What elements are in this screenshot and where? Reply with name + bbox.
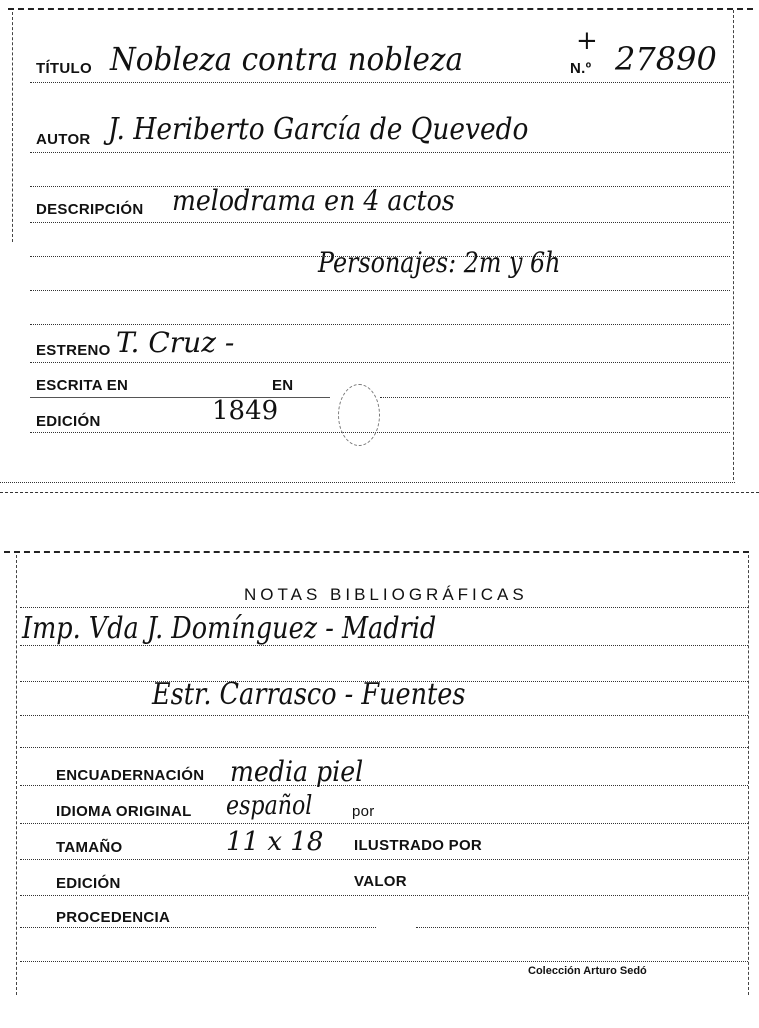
encuadernacion-rule [20, 785, 748, 786]
valor-label: VALOR [354, 873, 407, 890]
por-label: por [352, 803, 375, 820]
card-bottom-edge [0, 482, 735, 483]
en-label: EN [272, 377, 294, 394]
encuadernacion-value: media piel [230, 755, 364, 788]
blank-rule-2 [30, 256, 730, 257]
edicion-back-label: EDICIÓN [56, 875, 121, 892]
titulo-rule [30, 82, 730, 83]
bottom-rule [20, 961, 748, 962]
descripcion-value: melodrama en 4 actos [172, 184, 455, 217]
autor-rule [30, 152, 730, 153]
punch-hole-mark [338, 384, 380, 446]
coleccion-credit: Colección Arturo Sedó [528, 965, 647, 977]
idioma-value: español [226, 791, 313, 821]
procedencia-rule [20, 927, 376, 928]
notes-rule-1 [20, 645, 748, 646]
idioma-label: IDIOMA ORIGINAL [56, 803, 192, 820]
procedencia-rule-right [416, 927, 748, 928]
blank-rule-3 [30, 324, 730, 325]
titulo-label: TÍTULO [36, 60, 92, 77]
autor-value: J. Heriberto García de Quevedo [108, 112, 529, 147]
edicion-value: 1849 [212, 396, 279, 426]
procedencia-label: PROCEDENCIA [56, 909, 171, 926]
descripcion-label: DESCRIPCIÓN [36, 201, 144, 218]
catalog-card-front [0, 0, 759, 500]
card-top-edge [8, 8, 753, 10]
edicion-back-rule [20, 895, 748, 896]
ilustrado-label: ILUSTRADO POR [354, 837, 483, 854]
edicion-label: EDICIÓN [36, 413, 101, 430]
escrita-en-label: ESCRITA EN [36, 377, 129, 394]
encuadernacion-label: ENCUADERNACIÓN [56, 767, 205, 784]
titulo-value: Nobleza contra nobleza [110, 40, 464, 78]
estreno-value: T. Cruz - [116, 326, 235, 359]
edicion-rule [30, 432, 730, 433]
en-rule [380, 397, 730, 398]
numero-mark: + [576, 26, 598, 56]
tamano-rule [20, 859, 748, 860]
notes-rule-4 [20, 747, 748, 748]
notes-rule-3 [20, 715, 748, 716]
escrita-en-rule [30, 397, 330, 398]
back-right-edge [748, 555, 749, 995]
catalog-card-back [0, 545, 759, 1015]
notas-heading: NOTAS BIBLIOGRÁFICAS [244, 585, 528, 604]
autor-label: AUTOR [36, 131, 91, 148]
numero-value: 27890 [615, 40, 717, 78]
tamano-value: 11 x 18 [226, 827, 324, 857]
estreno-rule [30, 362, 730, 363]
card-right-edge [733, 10, 734, 480]
card-left-edge [12, 12, 13, 242]
personajes-rule [30, 290, 730, 291]
notes-line-1: Imp. Vda J. Domínguez - Madrid [22, 611, 437, 646]
tamano-label: TAMAÑO [56, 839, 123, 856]
separator [0, 492, 759, 493]
estreno-label: ESTRENO [36, 342, 111, 359]
notes-line-2: Estr. Carrasco - Fuentes [152, 677, 466, 712]
numero-label: N.º [570, 60, 592, 77]
personajes-value: Personajes: 2m y 6h [318, 246, 561, 279]
heading-rule [20, 607, 748, 608]
back-top-edge [4, 551, 749, 553]
descripcion-rule [30, 222, 730, 223]
back-left-edge [16, 555, 17, 995]
idioma-rule [20, 823, 748, 824]
